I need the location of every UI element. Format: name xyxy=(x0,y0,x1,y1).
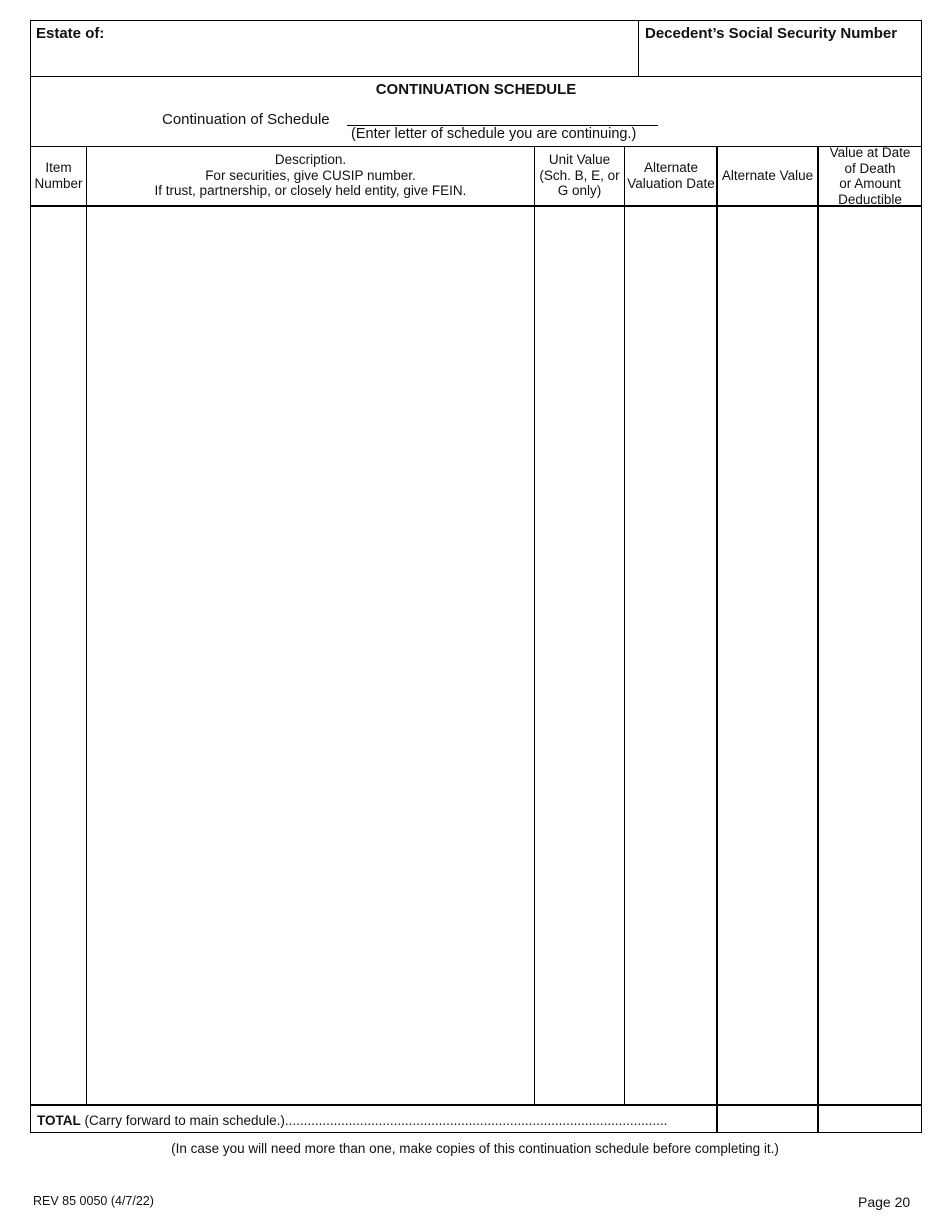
column-header-line: For securities, give CUSIP number. xyxy=(205,167,416,183)
column-header-description xyxy=(87,146,534,205)
estate-of-field[interactable] xyxy=(33,45,633,75)
schedule-title: CONTINUATION SCHEDULE xyxy=(375,81,577,98)
schedule-letter-hint: (Enter letter of schedule you are continuing.) xyxy=(351,126,637,142)
continuation-label: Continuation of Schedule xyxy=(162,111,330,128)
total-bold-label: TOTAL xyxy=(37,1113,81,1128)
column-header-item-number xyxy=(31,146,86,205)
column-header-line: Valuation Date xyxy=(627,175,715,191)
column-header-line: Value at Date xyxy=(829,146,911,160)
column-header-line: Deductible xyxy=(838,191,902,205)
header-bottom-line xyxy=(31,76,921,77)
page-number-value: 20 xyxy=(894,1194,911,1210)
total-top-line xyxy=(31,1104,921,1106)
alternate-value-column-body[interactable] xyxy=(718,207,817,1104)
schedule-letter-field[interactable] xyxy=(347,107,658,125)
description-column-body[interactable] xyxy=(87,207,534,1104)
column-header-line: Unit Value xyxy=(548,152,611,168)
column-header-line: If trust, partnership, or closely held entity, give FEIN. xyxy=(154,183,467,199)
ssn-field[interactable] xyxy=(643,45,918,75)
ssn-label: Decedent’s Social Security Number xyxy=(645,25,898,42)
value-at-date-of-death-column-body[interactable] xyxy=(819,207,921,1104)
column-header-alternate-value xyxy=(718,146,817,205)
column-header-line: Alternate xyxy=(643,160,699,175)
header-divider xyxy=(638,21,639,77)
column-header-value-at-date-of-death xyxy=(819,146,921,205)
page-number xyxy=(858,1194,910,1210)
column-header-line: Item xyxy=(45,160,72,175)
column-header-alternate-valuation-date xyxy=(625,146,717,205)
column-header-unit-value xyxy=(535,146,624,205)
column-header-line: Number xyxy=(34,175,83,191)
estate-of-label: Estate of: xyxy=(36,25,105,42)
total-alternate-value-field[interactable] xyxy=(718,1107,817,1131)
column-header-line: or Amount xyxy=(839,176,901,191)
column-header-line: Alternate Value xyxy=(721,167,814,183)
total-description: (Carry forward to main schedule.)...................................................................................................... xyxy=(80,1113,668,1128)
continuation-schedule-form xyxy=(30,20,922,1133)
page-label: Page xyxy=(858,1194,891,1210)
column-header-line: of Death xyxy=(844,160,896,176)
total-value-at-date-of-death-field[interactable] xyxy=(819,1107,921,1131)
column-header-line: (Sch. B, E, or xyxy=(539,167,620,183)
copies-note: (In case you will need more than one, make copies of this continuation schedule before completing it.) xyxy=(171,1141,779,1156)
column-header-line: Description. xyxy=(274,152,347,168)
item-number-column-body[interactable] xyxy=(31,207,86,1104)
unit-value-column-body[interactable] xyxy=(535,207,624,1104)
column-header-line: G only) xyxy=(557,183,602,199)
form-id: REV 85 0050 (4/7/22) xyxy=(33,1194,154,1208)
total-row-label xyxy=(37,1113,709,1128)
alternate-valuation-date-column-body[interactable] xyxy=(625,207,716,1104)
